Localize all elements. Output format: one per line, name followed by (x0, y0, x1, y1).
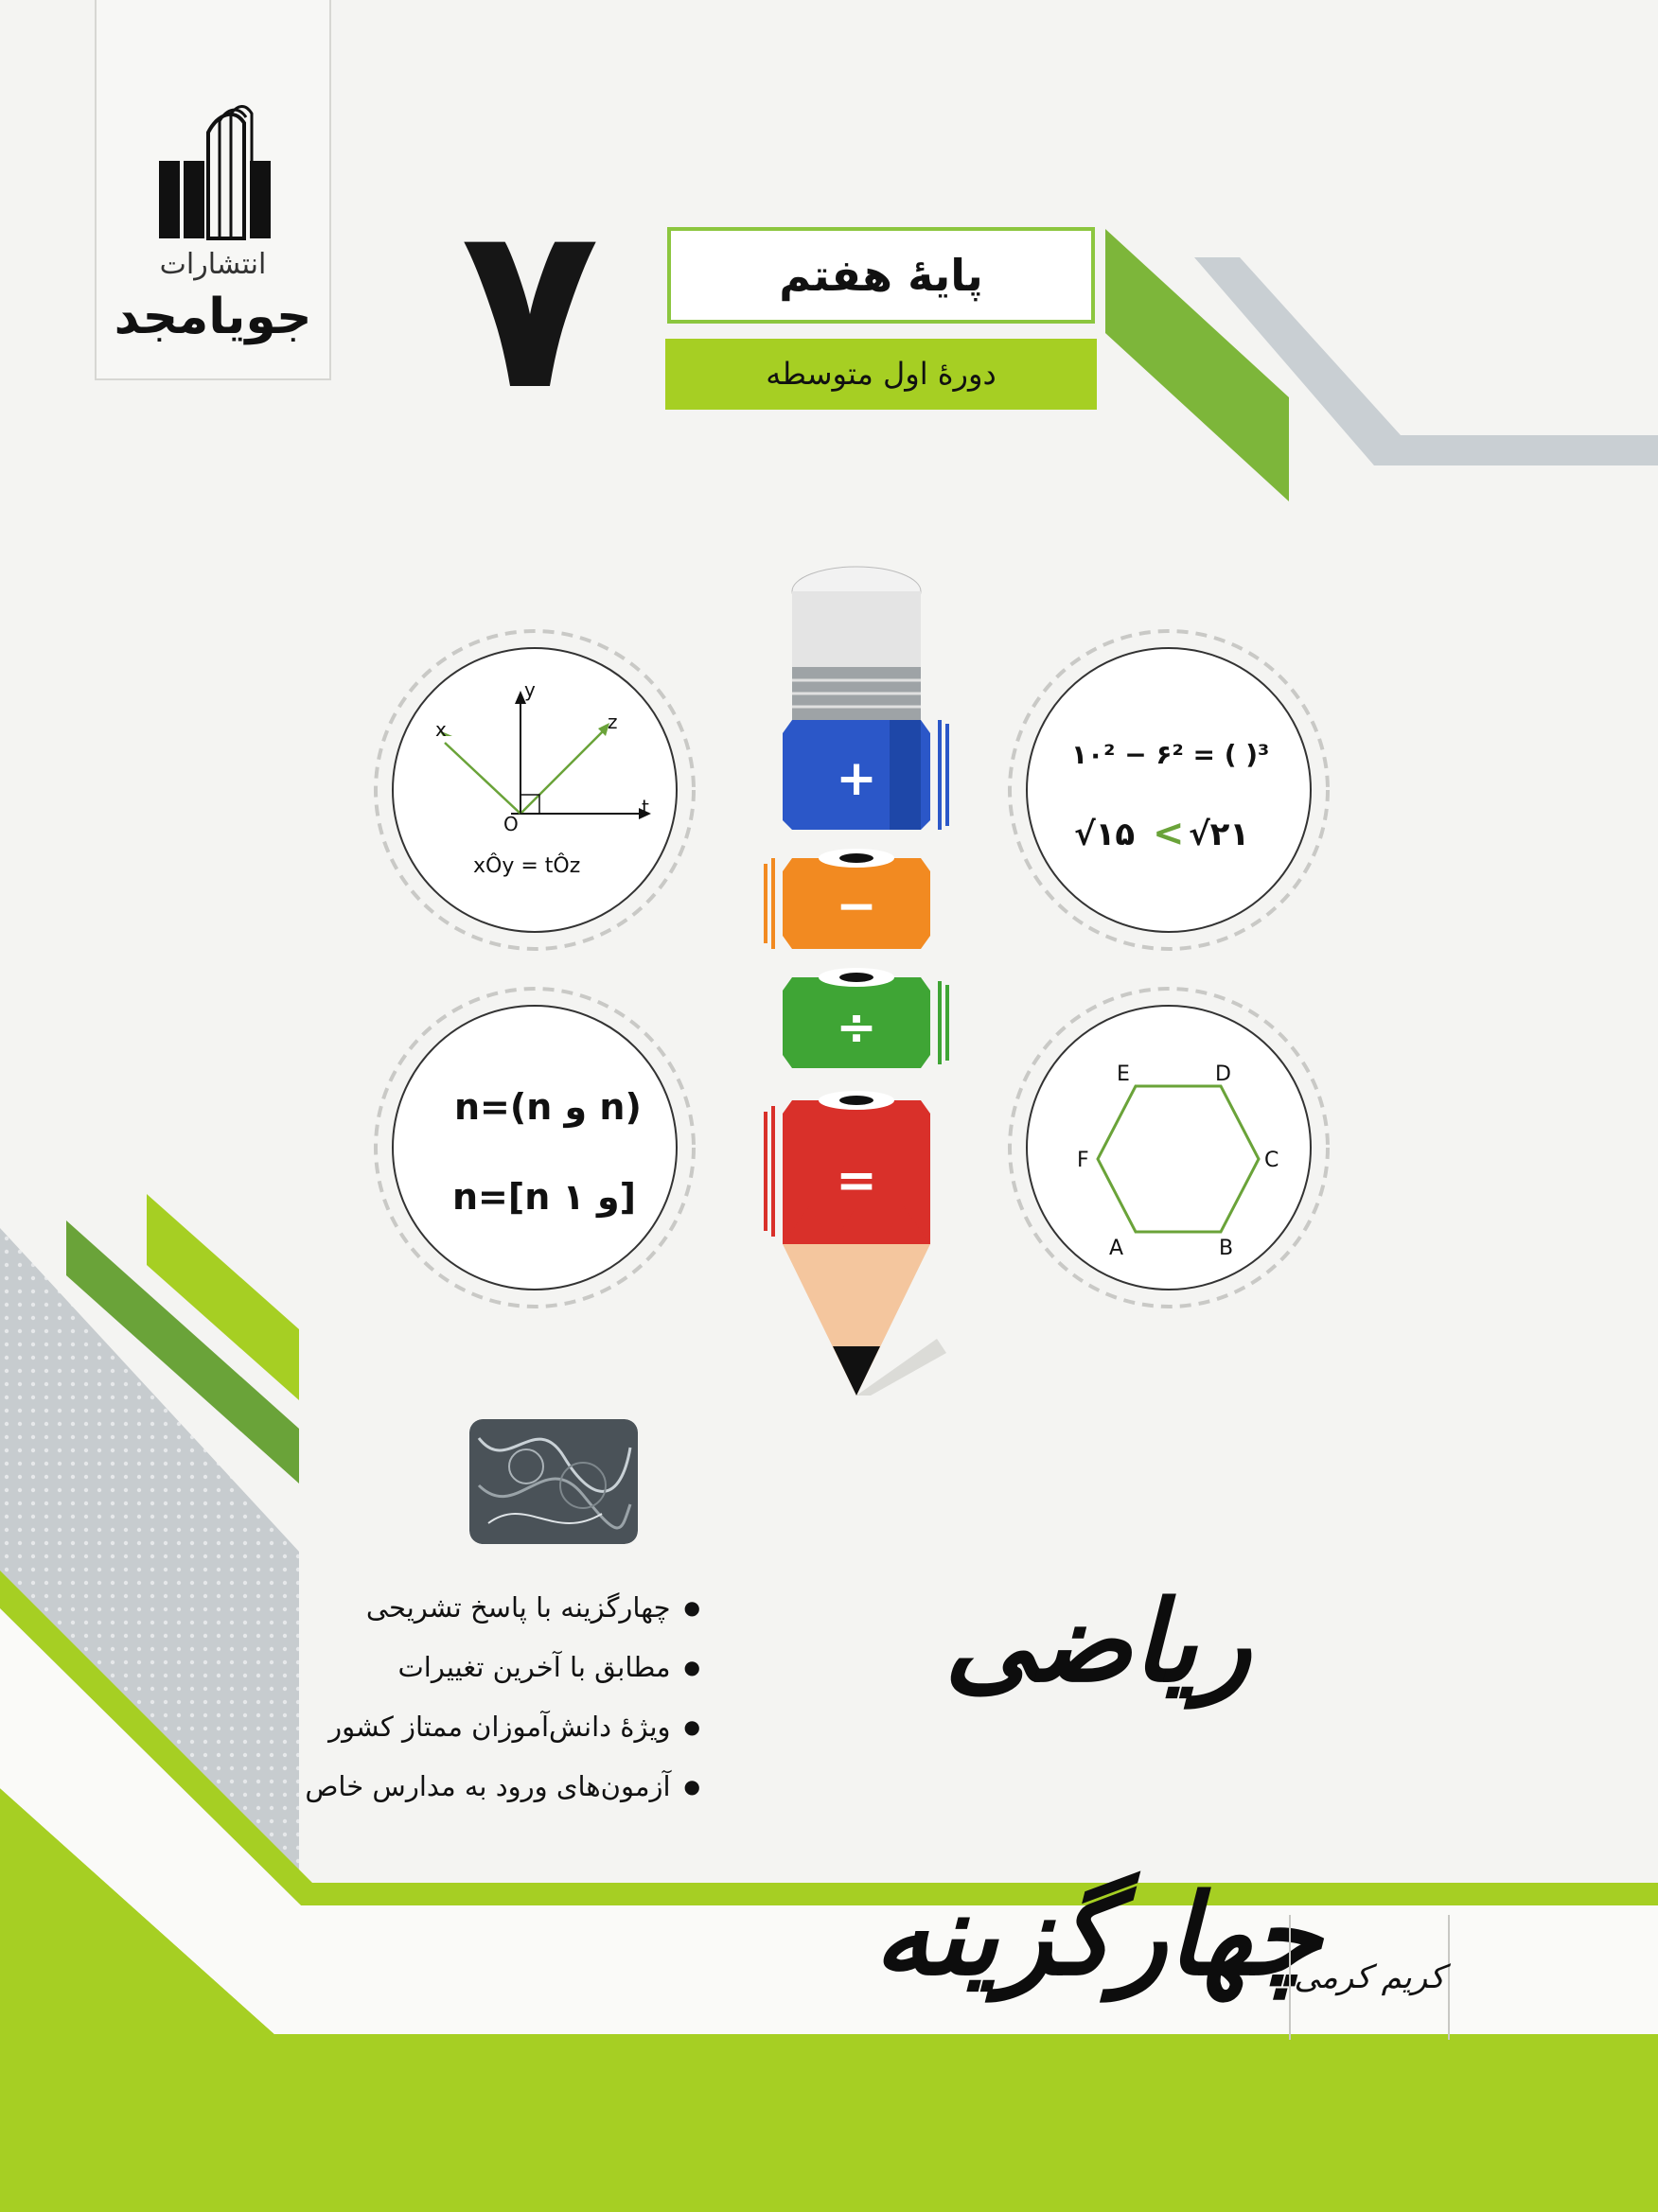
grade-title: پایۀ هفتم (667, 227, 1095, 324)
divide-symbol: ÷ (836, 999, 877, 1056)
vertex-e: E (1117, 1062, 1130, 1086)
features-list (305, 1578, 700, 1817)
publisher-name: جویامجد (114, 289, 312, 345)
vertex-b: B (1219, 1237, 1234, 1260)
sqrt-left: √۱۵ (1074, 816, 1136, 853)
plus-symbol: + (836, 750, 877, 807)
hologram-sticker (469, 1419, 638, 1544)
vertex-f: F (1077, 1149, 1089, 1172)
vertex-c: C (1264, 1149, 1279, 1172)
origin-label: O (503, 813, 519, 835)
axis-z-label: z (608, 711, 618, 733)
powers-line1: ۱۰² − ۶² = ( )³ (1071, 739, 1270, 770)
green-stripe-top (1105, 229, 1289, 501)
equals-symbol: = (836, 1152, 877, 1209)
less-than-sign: < (1153, 812, 1185, 855)
axis-y-label: y (524, 678, 536, 701)
feature-item: ● چهارگزینه با پاسخ تشریحی (322, 1578, 700, 1638)
axis-t-label: t (642, 796, 649, 818)
sqrt-right: √۲۱ (1189, 816, 1250, 853)
feature-item: ● ویژۀ دانش‌آموزان ممتاز کشور (322, 1697, 700, 1757)
angle-equation: xÔy = tÔz (473, 854, 581, 878)
pencil-illustration (757, 563, 956, 1405)
vertex-a: A (1109, 1237, 1124, 1260)
vertex-d: D (1215, 1062, 1231, 1086)
gcd-bubble (369, 982, 700, 1313)
book-title: ریاضی چهارگزینه (873, 1575, 1322, 2000)
publisher-label: انتشارات (159, 248, 267, 281)
hexagon-bubble (1003, 982, 1334, 1313)
gcd-line1: n=(n و n) (454, 1086, 642, 1128)
grade-period: دورۀ اول متوسطه (665, 339, 1097, 410)
grade-number: ۷ (460, 175, 600, 440)
feature-item: ● آزمون‌های ورود به مدارس خاص (322, 1757, 700, 1817)
minus-symbol: − (836, 878, 877, 935)
feature-item: ● مطابق با آخرین تغییرات (322, 1638, 700, 1697)
publisher-logo (95, 0, 331, 380)
angles-bubble (369, 624, 700, 956)
axis-x-label: x (435, 718, 447, 741)
author-name: کریم کرمی (1289, 1915, 1450, 2040)
books-icon (151, 95, 278, 244)
gcd-line2: n=[n و ۱] (452, 1176, 636, 1218)
powers-bubble (1003, 624, 1334, 956)
